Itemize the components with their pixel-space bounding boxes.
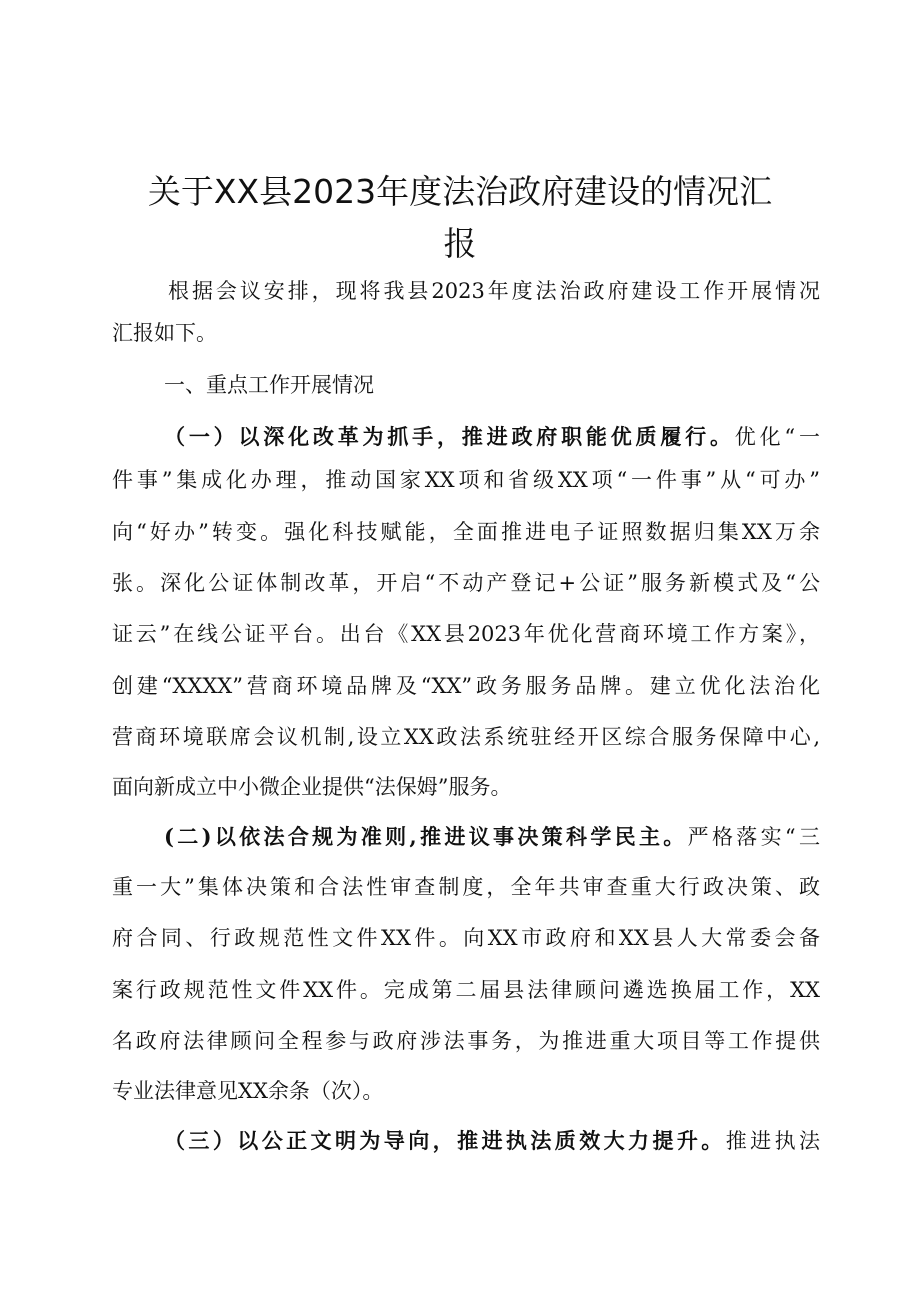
- para1-line-5: 证云”在线公证平台。出台《XX县2023年优化营商环境工作方案》，: [112, 622, 820, 646]
- document-title-line-1: 关于XX县2023年度法治政府建设的情况汇: [147, 172, 773, 211]
- para1-line-7: 营商环境联席会议机制,设立XX政法系统驻经开区综合服务保障中心,: [112, 725, 820, 749]
- para1-line-6: 创建“XXXX”营商环境品牌及“XX”政务服务品牌。建立优化法治化: [112, 674, 820, 698]
- para3-line-1: [164, 1126, 820, 1156]
- intro-line-2: 汇报如下。: [112, 321, 217, 345]
- para2-line-4: 案行政规范性文件XX件。完成第二届县法律顾问遴选换届工作，XX: [112, 978, 820, 1002]
- para1-line-1-rest: 优化“一: [734, 425, 820, 449]
- para2-line-3: 府合同、行政规范性文件XX件。向XX市政府和XX县人大常委会备: [112, 926, 820, 950]
- para2-line-1: [164, 822, 820, 852]
- para2-line-1-rest: 严格落实“三: [687, 825, 820, 849]
- para1-line-3: 向“好办”转变。强化科技赋能，全面推进电子证照数据归集XX万余: [112, 520, 820, 544]
- intro-line-1: 根据会议安排，现将我县2023年度法治政府建设工作开展情况: [168, 279, 820, 303]
- para3-line-1-rest: 推进执法: [725, 1129, 821, 1153]
- para2-line-2: 重一大”集体决策和合法性审查制度，全年共审查重大行政决策、政: [112, 875, 820, 899]
- para2-line-6: 专业法律意见XX余条（次）。: [112, 1079, 384, 1103]
- para1-line-4: 张。深化公证体制改革，开启“不动产登记+公证”服务新模式及“公: [112, 571, 820, 595]
- para1-line-2: 件事”集成化办理，推动国家XX项和省级XX项“一件事”从“可办”: [112, 468, 820, 492]
- para1-line-8: 面向新成立中小微企业提供“法保姆”服务。: [112, 775, 512, 799]
- section-heading-1: 一、重点工作开展情况: [164, 373, 374, 397]
- para2-line-5: 名政府法律顾问全程参与政府涉法事务，为推进重大项目等工作提供: [112, 1029, 820, 1053]
- para1-line-1: [164, 422, 820, 452]
- para3-lead: （三）以公正文明为导向，推进执法质效大力提升。: [164, 1128, 726, 1153]
- document-title-line-2: 报: [443, 224, 477, 263]
- para1-lead: （一）以深化改革为抓手，推进政府职能优质履行。: [164, 424, 735, 449]
- para2-lead: (二)以依法合规为准则,推进议事决策科学民主。: [164, 824, 688, 849]
